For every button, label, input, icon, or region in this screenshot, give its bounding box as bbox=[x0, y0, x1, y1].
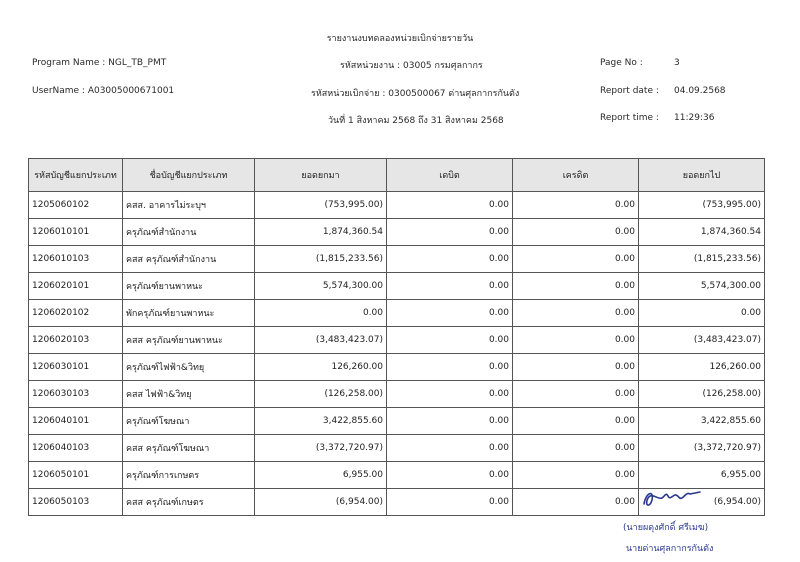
trial-balance-table bbox=[28, 158, 765, 516]
cell-credit: 0.00 bbox=[513, 489, 639, 516]
cell-opening-balance: 3,422,855.60 bbox=[255, 408, 387, 435]
cell-opening-balance: (126,258.00) bbox=[255, 381, 387, 408]
table-row bbox=[29, 381, 765, 408]
cell-credit: 0.00 bbox=[513, 219, 639, 246]
cell-debit: 0.00 bbox=[387, 327, 513, 354]
cell-opening-balance: 5,574,300.00 bbox=[255, 273, 387, 300]
cell-account-code: 1206030101 bbox=[29, 354, 123, 381]
cell-account-name: คสส. อาคารไม่ระบุฯ bbox=[123, 192, 255, 219]
cell-debit: 0.00 bbox=[387, 354, 513, 381]
cell-account-code: 1206020103 bbox=[29, 327, 123, 354]
cell-account-name: คสส ครุภัณฑ์สำนักงาน bbox=[123, 246, 255, 273]
signatory-position: นายด่านศุลกากรกันตัง bbox=[626, 544, 714, 554]
cell-account-code: 1206050101 bbox=[29, 462, 123, 489]
cell-account-code: 1206040101 bbox=[29, 408, 123, 435]
cell-account-name: ครุภัณฑ์การเกษตร bbox=[123, 462, 255, 489]
cell-debit: 0.00 bbox=[387, 192, 513, 219]
cell-account-code: 1206020101 bbox=[29, 273, 123, 300]
cell-closing-balance: 1,874,360.54 bbox=[639, 219, 765, 246]
cell-account-code: 1205060102 bbox=[29, 192, 123, 219]
table-row bbox=[29, 408, 765, 435]
report-title: รายงานงบทดลองหน่วยเบิกจ่ายรายวัน bbox=[326, 34, 474, 44]
cell-debit: 0.00 bbox=[387, 462, 513, 489]
cell-account-name: ครุภัณฑ์ไฟฟ้า&วิทยุ bbox=[123, 354, 255, 381]
cell-opening-balance: (3,483,423.07) bbox=[255, 327, 387, 354]
col-header-debit: เดบิต bbox=[387, 159, 513, 192]
col-header-opening-balance: ยอดยกมา bbox=[255, 159, 387, 192]
cell-credit: 0.00 bbox=[513, 273, 639, 300]
user-name: UserName : A03005000671001 bbox=[32, 86, 175, 96]
table-row bbox=[29, 327, 765, 354]
cell-account-name: คสส ครุภัณฑ์โฆษณา bbox=[123, 435, 255, 462]
col-header-credit: เครดิต bbox=[513, 159, 639, 192]
cell-opening-balance: (6,954.00) bbox=[255, 489, 387, 516]
cell-opening-balance: (3,372,720.97) bbox=[255, 435, 387, 462]
cell-debit: 0.00 bbox=[387, 300, 513, 327]
cell-closing-balance: 6,955.00 bbox=[639, 462, 765, 489]
cell-account-name: คสส ครุภัณฑ์เกษตร bbox=[123, 489, 255, 516]
cell-account-code: 1206030103 bbox=[29, 381, 123, 408]
cell-opening-balance: 1,874,360.54 bbox=[255, 219, 387, 246]
cell-closing-balance: 3,422,855.60 bbox=[639, 408, 765, 435]
report-date-label: Report date : bbox=[600, 86, 659, 96]
agency-code: รหัสหน่วยงาน : 03005 กรมศุลกากร bbox=[340, 61, 483, 71]
cell-opening-balance: 6,955.00 bbox=[255, 462, 387, 489]
cell-closing-balance: (3,372,720.97) bbox=[639, 435, 765, 462]
cell-credit: 0.00 bbox=[513, 192, 639, 219]
cell-closing-balance: (3,483,423.07) bbox=[639, 327, 765, 354]
col-header-account-code: รหัสบัญชีแยกประเภท bbox=[29, 159, 123, 192]
table-row bbox=[29, 435, 765, 462]
cell-account-code: 1206010101 bbox=[29, 219, 123, 246]
table-row bbox=[29, 246, 765, 273]
col-header-account-name: ชื่อบัญชีแยกประเภท bbox=[123, 159, 255, 192]
cell-account-code: 1206040103 bbox=[29, 435, 123, 462]
report-time-value: 11:29:36 bbox=[674, 113, 715, 123]
report-period: วันที่ 1 สิงหาคม 2568 ถึง 31 สิงหาคม 2568 bbox=[328, 116, 504, 126]
cell-closing-balance: 126,260.00 bbox=[639, 354, 765, 381]
table-row bbox=[29, 273, 765, 300]
cell-account-code: 1206020102 bbox=[29, 300, 123, 327]
cell-credit: 0.00 bbox=[513, 327, 639, 354]
cell-credit: 0.00 bbox=[513, 354, 639, 381]
table-row bbox=[29, 300, 765, 327]
cell-closing-balance: (6,954.00) bbox=[639, 489, 765, 516]
cell-account-name: ครุภัณฑ์ยานพาหนะ bbox=[123, 273, 255, 300]
cell-account-name: ครุภัณฑ์โฆษณา bbox=[123, 408, 255, 435]
cell-closing-balance: (126,258.00) bbox=[639, 381, 765, 408]
cell-account-code: 1206050103 bbox=[29, 489, 123, 516]
report-date-value: 04.09.2568 bbox=[674, 86, 726, 96]
table-row bbox=[29, 192, 765, 219]
cell-credit: 0.00 bbox=[513, 462, 639, 489]
cell-account-name: คสส ครุภัณฑ์ยานพาหนะ bbox=[123, 327, 255, 354]
cell-opening-balance: 0.00 bbox=[255, 300, 387, 327]
cell-debit: 0.00 bbox=[387, 435, 513, 462]
cell-debit: 0.00 bbox=[387, 408, 513, 435]
signature-mark bbox=[640, 486, 704, 512]
col-header-closing-balance: ยอดยกไป bbox=[639, 159, 765, 192]
cell-opening-balance: 126,260.00 bbox=[255, 354, 387, 381]
report-time-label: Report time : bbox=[600, 113, 659, 123]
page-no-value: 3 bbox=[674, 58, 680, 68]
cell-credit: 0.00 bbox=[513, 435, 639, 462]
disbursing-unit: รหัสหน่วยเบิกจ่าย : 0300500067 ด่านศุลกากรกันตัง bbox=[311, 89, 520, 99]
cell-account-name: พักครุภัณฑ์ยานพาหนะ bbox=[123, 300, 255, 327]
cell-debit: 0.00 bbox=[387, 381, 513, 408]
cell-debit: 0.00 bbox=[387, 219, 513, 246]
cell-debit: 0.00 bbox=[387, 273, 513, 300]
cell-closing-balance: 0.00 bbox=[639, 300, 765, 327]
table-header-row bbox=[29, 159, 765, 192]
cell-opening-balance: (1,815,233.56) bbox=[255, 246, 387, 273]
cell-credit: 0.00 bbox=[513, 246, 639, 273]
cell-credit: 0.00 bbox=[513, 381, 639, 408]
cell-closing-balance: 5,574,300.00 bbox=[639, 273, 765, 300]
cell-account-code: 1206010103 bbox=[29, 246, 123, 273]
table-row bbox=[29, 462, 765, 489]
cell-debit: 0.00 bbox=[387, 489, 513, 516]
signatory-name: (นายผดุงศักดิ์ ศรีเมฆ) bbox=[623, 523, 709, 533]
cell-account-name: คสส ไฟฟ้า&วิทยุ bbox=[123, 381, 255, 408]
cell-credit: 0.00 bbox=[513, 300, 639, 327]
cell-closing-balance: (1,815,233.56) bbox=[639, 246, 765, 273]
cell-opening-balance: (753,995.00) bbox=[255, 192, 387, 219]
cell-debit: 0.00 bbox=[387, 246, 513, 273]
program-name: Program Name : NGL_TB_PMT bbox=[32, 58, 167, 68]
cell-credit: 0.00 bbox=[513, 408, 639, 435]
table-row bbox=[29, 219, 765, 246]
cell-closing-balance: (753,995.00) bbox=[639, 192, 765, 219]
cell-account-name: ครุภัณฑ์สำนักงาน bbox=[123, 219, 255, 246]
table-row bbox=[29, 354, 765, 381]
page-no-label: Page No : bbox=[600, 58, 643, 68]
